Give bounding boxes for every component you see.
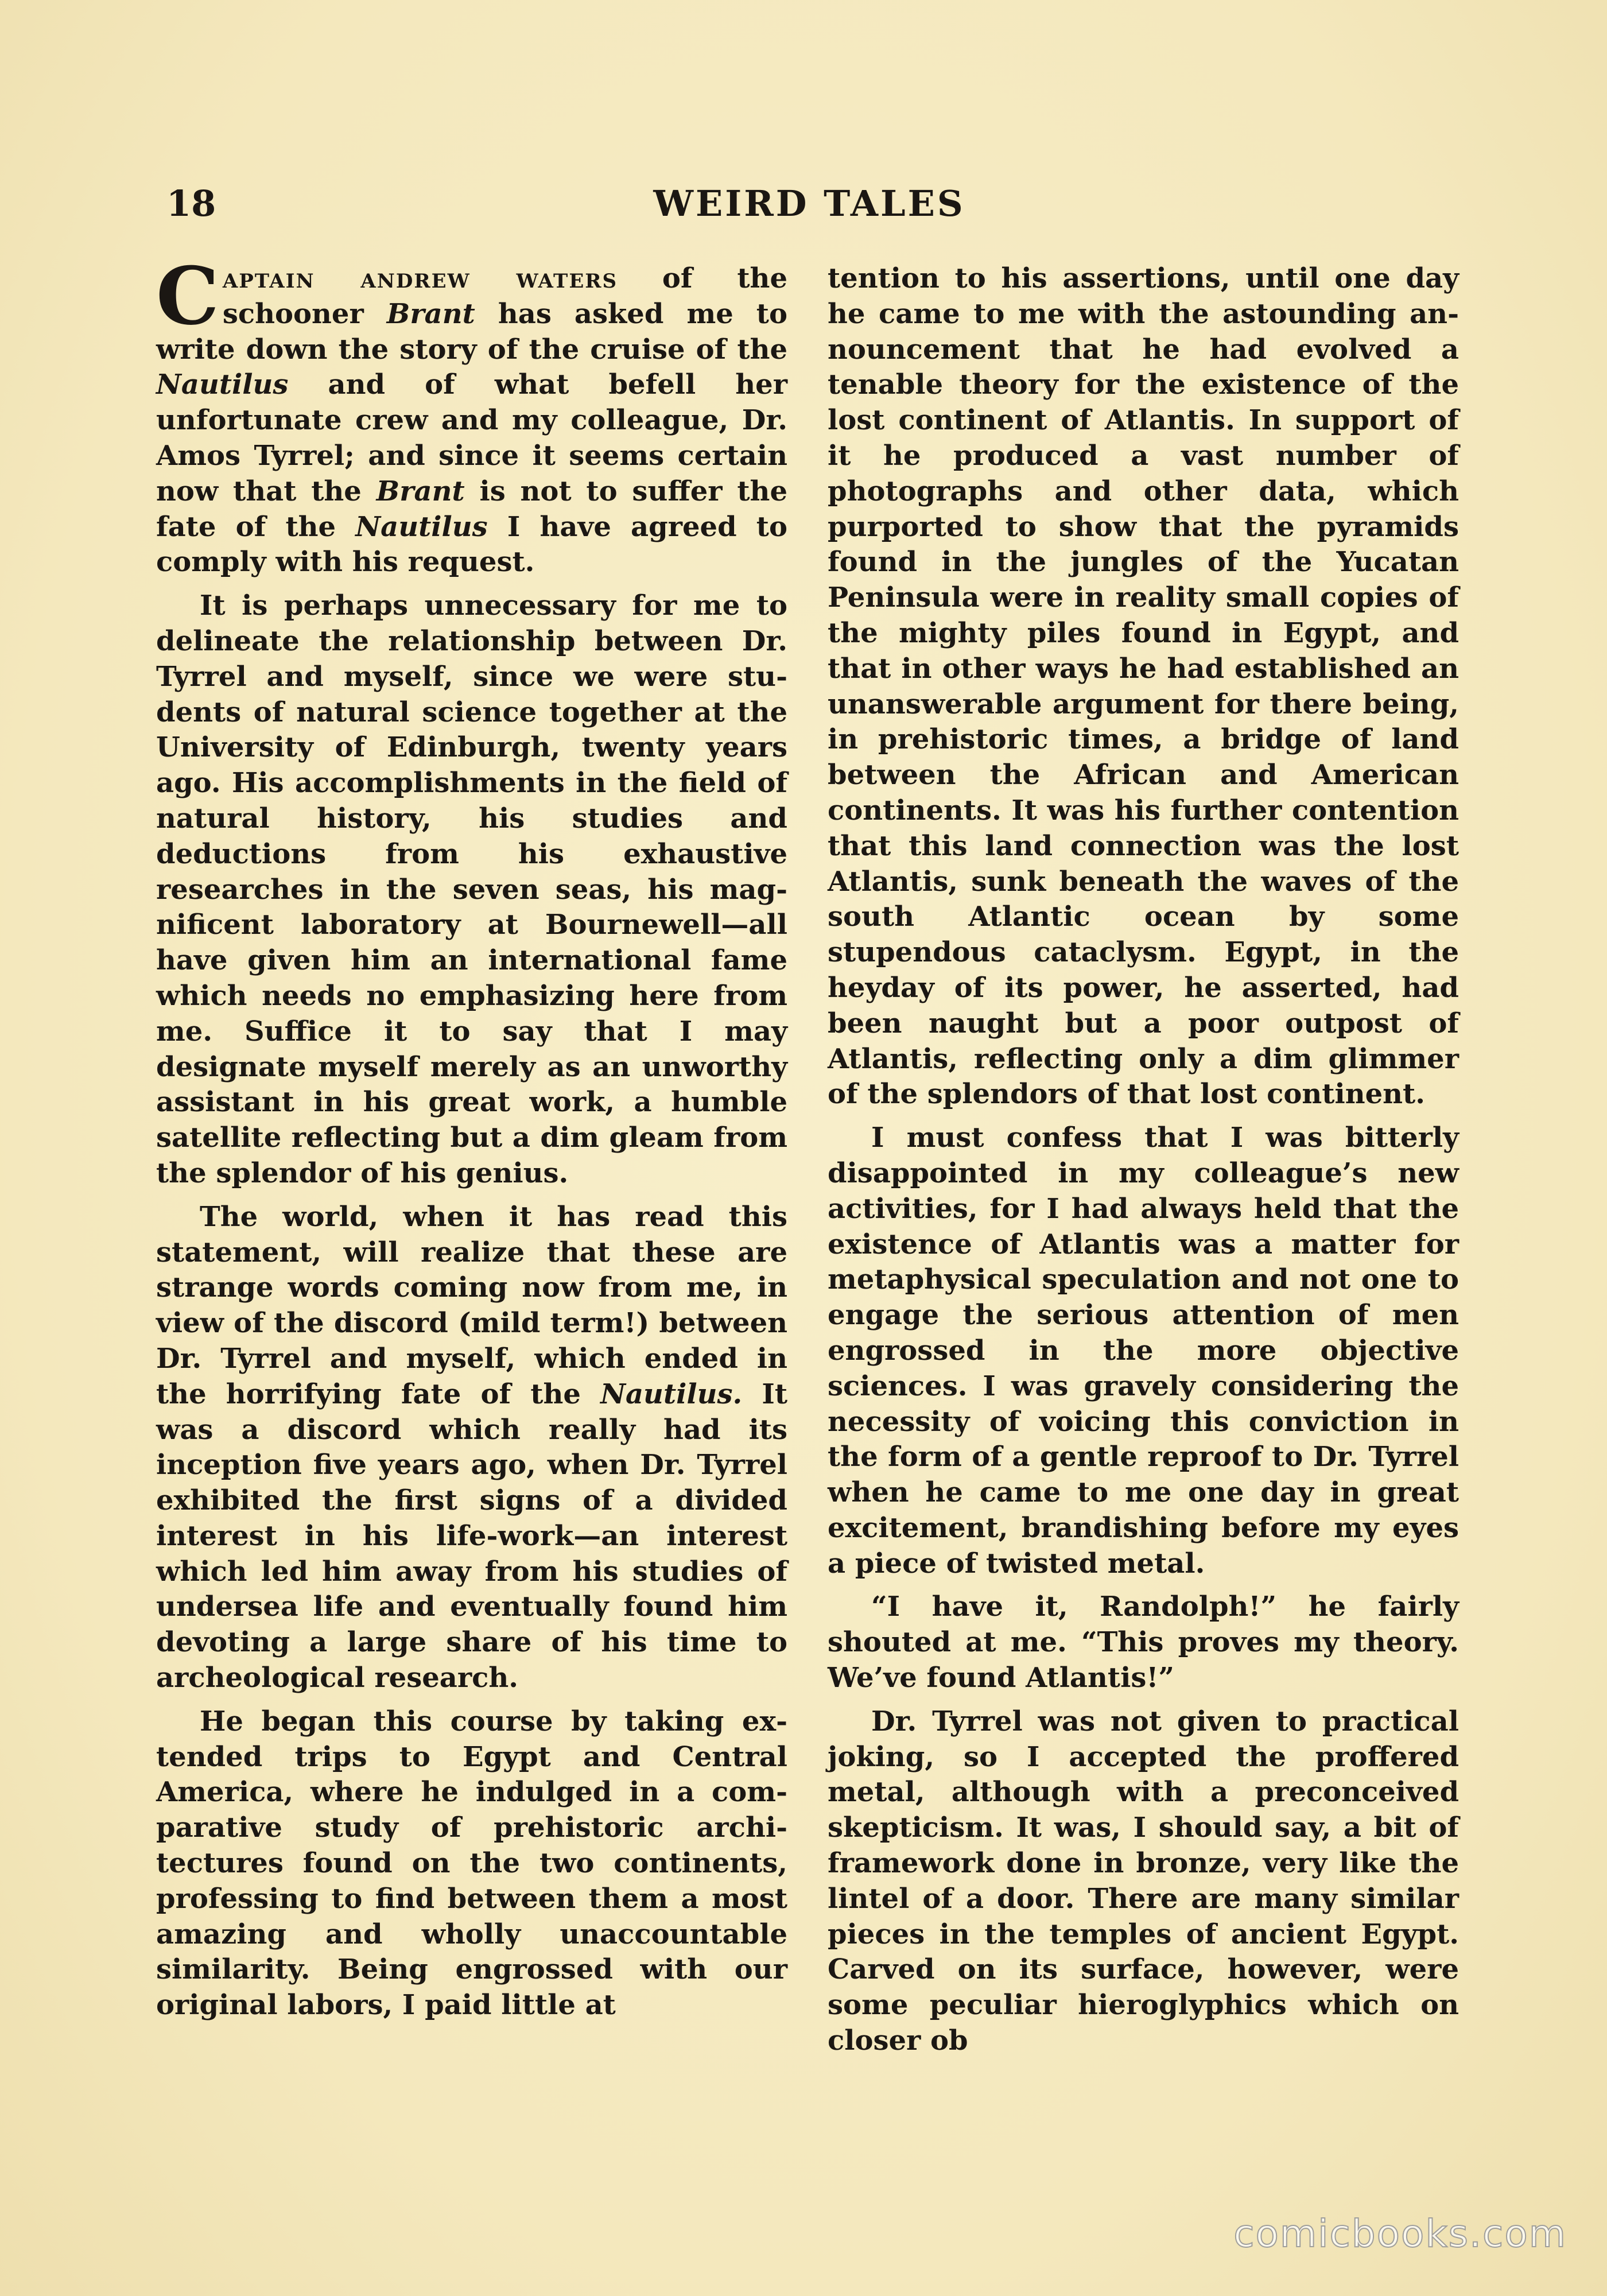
text-run: and of what befell her unfortunate crew and my colleague, Dr. Amos Tyrrel; and since it seems certain now that the bbox=[156, 369, 787, 507]
narrator-name: aptain andrew waters bbox=[222, 262, 618, 294]
drop-cap: C bbox=[156, 249, 219, 343]
left-column bbox=[156, 249, 787, 2023]
paragraph: It is perhaps unnecessary for me to delineate the relationship between Dr. Tyrrel and myself, since we were students of natural science together at the University of Edinburgh, twenty years ago. His accomplishments in the field of natural history, his studies and deductions from his exhaustive researches in the seven seas, his magnificent laboratory at Bournewell—all have given him an international fame which needs no emphasizing here from me. Suffice it to say that I may designate myself merely as an unworthy assistant in his great work, a humble satellite reflecting but a dim gleam from the splendor of his genius. bbox=[156, 589, 787, 1189]
text-run: It was a discord which really had its inception five years ago, when Dr. Tyrrel exhibited the first signs of a divided interest in his life-work—an interest which led him away from his studies of undersea life and eventually found him devoting a large share of his time to archeological research. bbox=[156, 1378, 787, 1694]
ship-name: Brant bbox=[376, 475, 465, 507]
ship-name: Nautilus. bbox=[600, 1378, 743, 1410]
page-header bbox=[166, 172, 1452, 235]
page-number: 18 bbox=[166, 183, 216, 224]
opening-paragraph bbox=[156, 249, 787, 580]
dialogue-paragraph: “I have it, Randolph!” he fairly shouted at me. “This proves my theory. We’ve found Atlantis!” bbox=[828, 1591, 1459, 1694]
paragraph: He began this course by taking extended trips to Egypt and Central America, where he indulged in a comparative study of prehistoric architectures found on the two continents, professing to find between them a most amazing and wholly unaccountable similarity. Being engrossed with our original labors, I paid little at bbox=[156, 1705, 787, 2022]
running-title: WEIRD TALES bbox=[653, 183, 965, 224]
paragraph: I must confess that I was bitterly disappointed in my colleague’s new activities, for I had always held that the existence of Atlantis was a matter for metaphysical speculation and not one to engage the serious attention of men engrossed in the more objective sciences. I was gravely considering the necessity of voicing this conviction in the form of a gentle reproof to Dr. Tyrrel when he came to me one day in great excitement, brandishing before my eyes a piece of twisted metal. bbox=[828, 1122, 1459, 1580]
right-column bbox=[828, 261, 1459, 2059]
ship-name: Nautilus bbox=[355, 510, 488, 543]
text-run: of the schooner bbox=[222, 262, 787, 330]
ship-name: Brant bbox=[386, 297, 475, 330]
text-run: is not to suffer the fate of the bbox=[156, 475, 787, 543]
continued-paragraph: tention to his assertions, until one day he came to me with the astounding announcement that he had evolved a tenable theory for the existence of the lost continent of Atlantis. In support of it he produced a vast number of photographs and other data, which purported to show that the pyramids found in the jungles of the Yucatan Peninsula were in reality small copies of the mighty piles found in Egypt, and that in other ways he had established an unanswerable argument for there being, in prehistoric times, a bridge of land between the African and American continents. It was his further contention that this land connection was the lost Atlantis, sunk beneath the waves of the south Atlantic ocean by some stupendous cataclysm. Egypt, in the heyday of its power, he asserted, had been naught but a poor outpost of Atlantis, reflecting only a dim glimmer of the splendors of that lost continent. bbox=[828, 262, 1459, 1111]
text-run: has asked me to write down the story of the cruise of the bbox=[156, 297, 787, 366]
ship-name: Nautilus bbox=[156, 369, 289, 401]
text-run: I have agreed to comply with his request. bbox=[156, 510, 787, 579]
paragraph: Dr. Tyrrel was not given to practical joking, so I accepted the proffered metal, although with a preconceived skepticism. It was, I should say, a bit of framework done in bronze, very like the lintel of a door. There are many similar pieces in the temples of ancient Egypt. Carved on its surface, however, were some peculiar hieroglyphics which on closer ob bbox=[828, 1705, 1459, 2057]
watermark-logo: comicbooks.com bbox=[1233, 2212, 1567, 2256]
text-run: The world, when it has read this statement, will realize that these are strange words coming now from me, in view of the discord (mild term!) between Dr. Tyrrel and myself, which ended in the horrifying fate of the bbox=[156, 1200, 787, 1410]
paragraph bbox=[156, 1200, 787, 1696]
